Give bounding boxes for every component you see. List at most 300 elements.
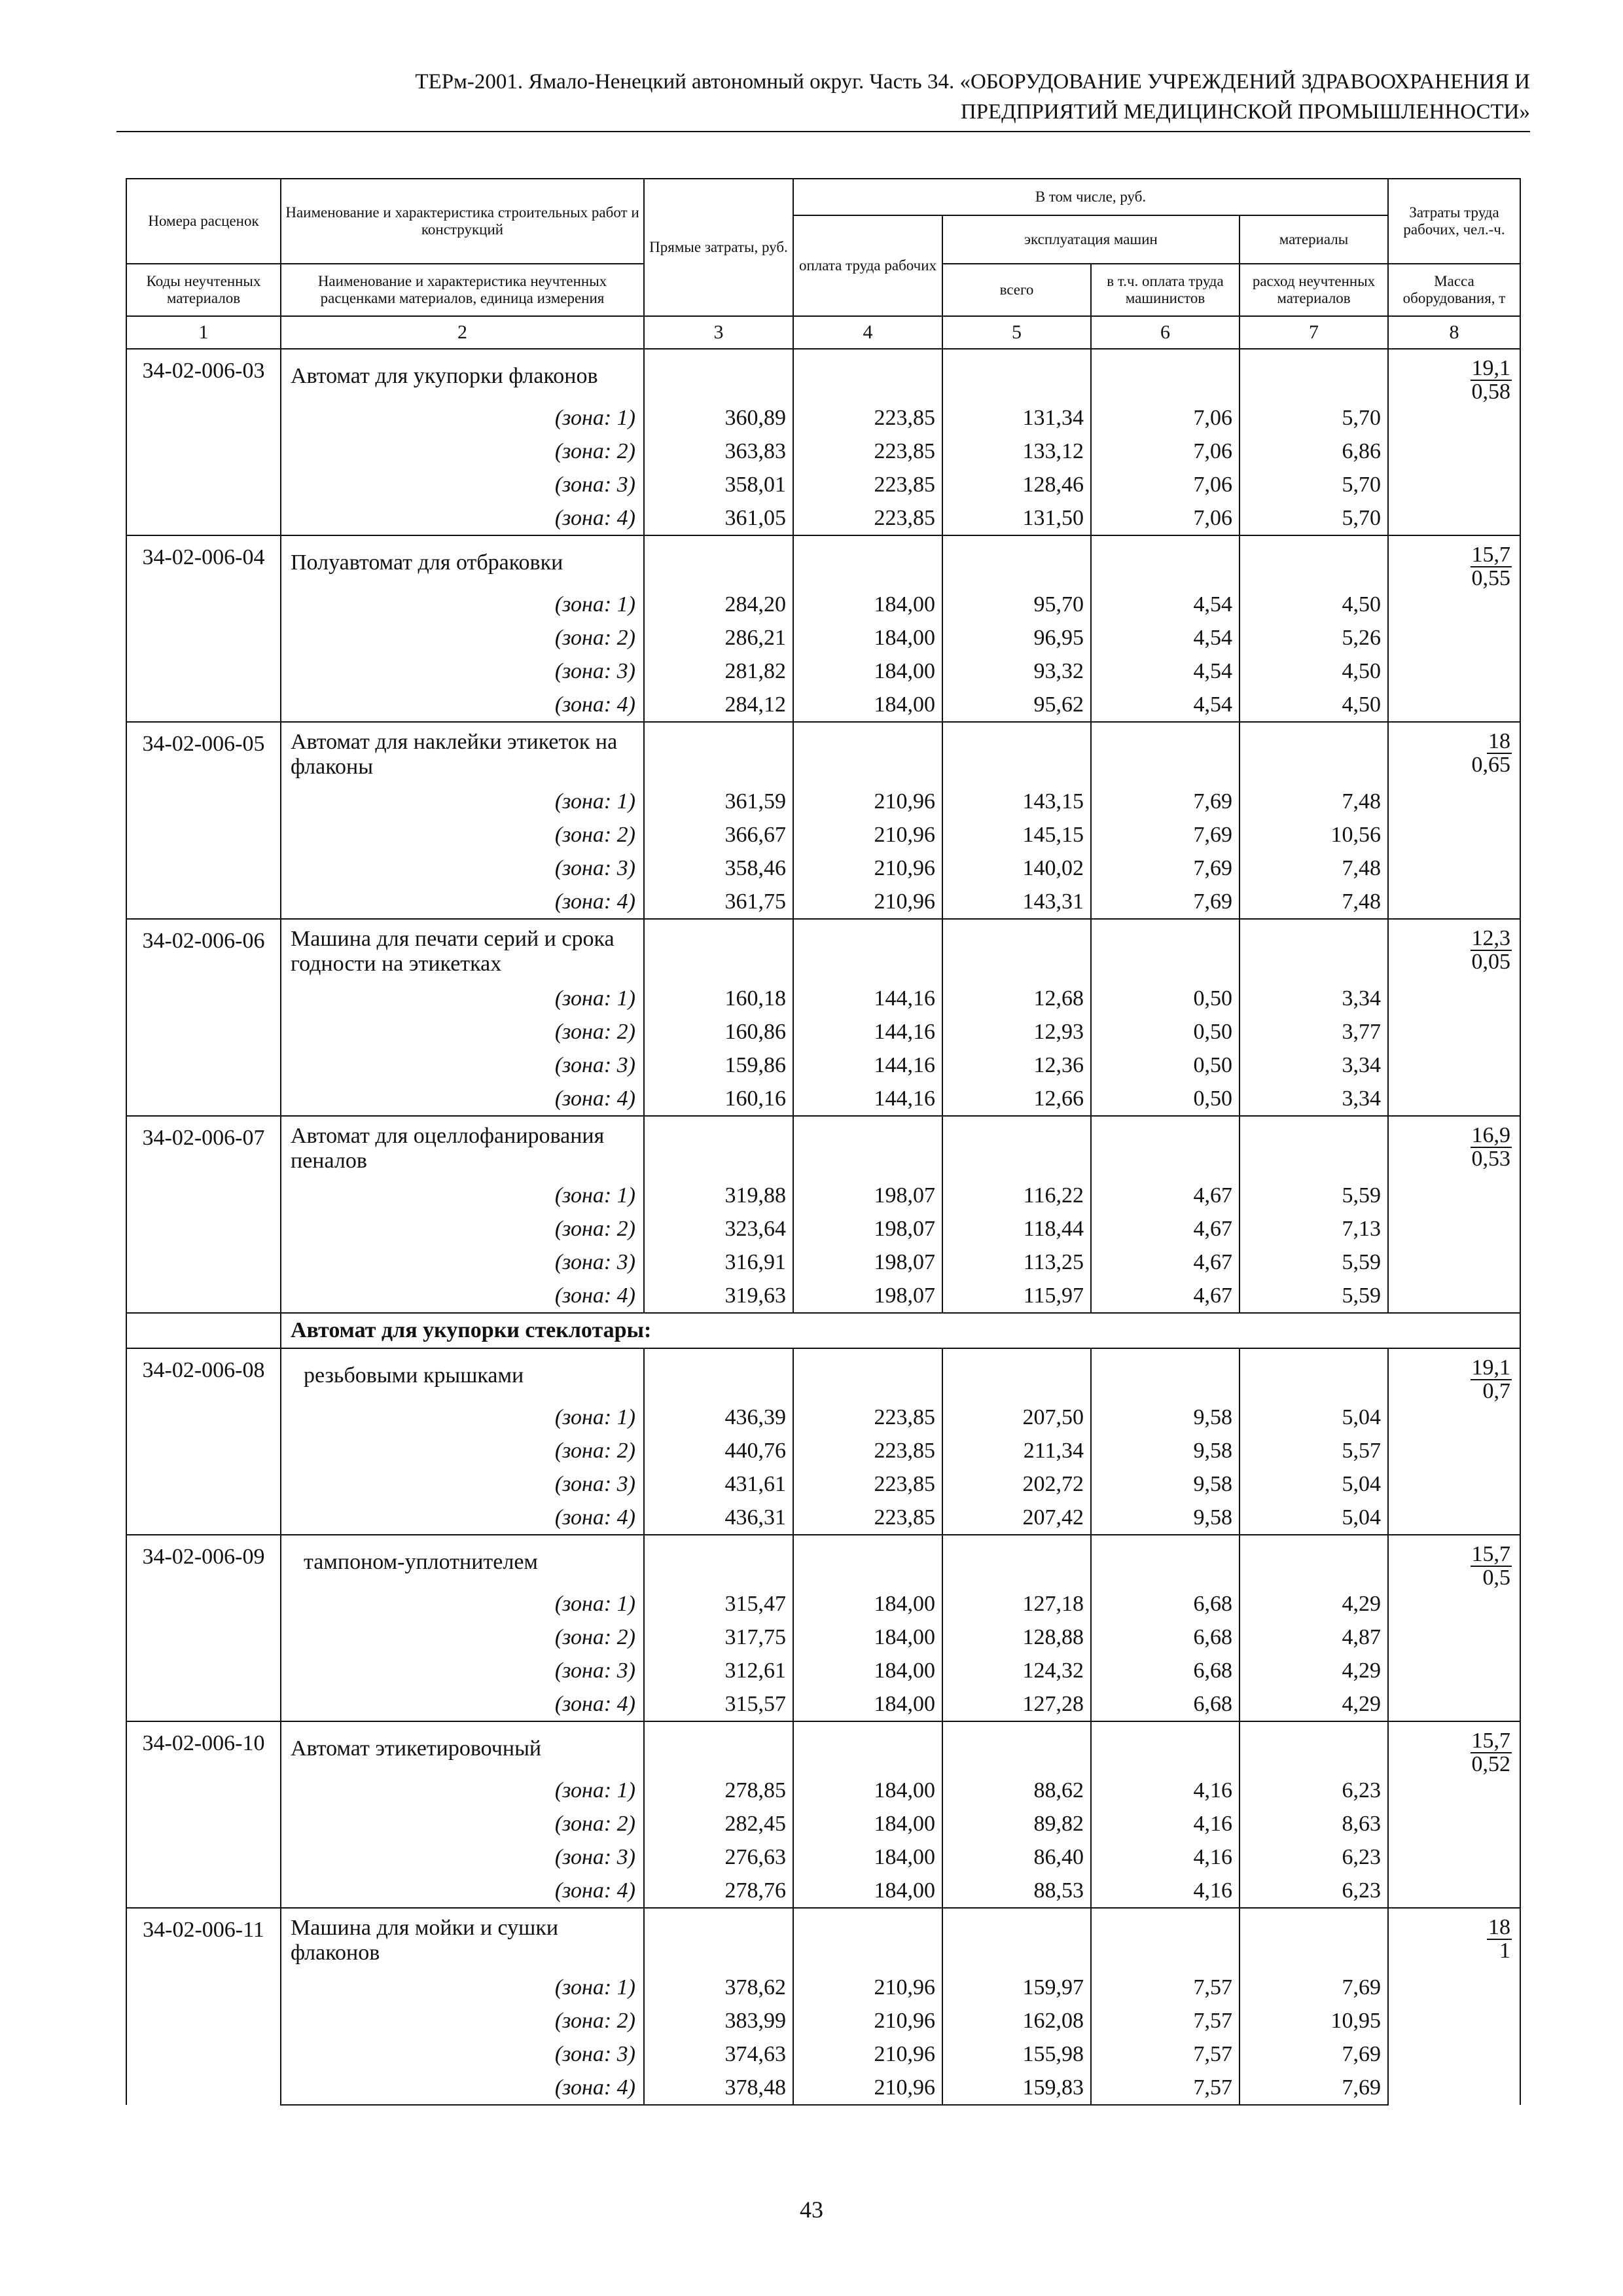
empty-cell [644, 535, 793, 588]
empty-cell [644, 1721, 793, 1774]
wages-value: 184,00 [793, 1587, 942, 1621]
wages-value: 184,00 [793, 621, 942, 655]
zone-row [126, 1587, 1520, 1621]
direct-cost-value: 317,75 [644, 1621, 793, 1654]
column-number: 3 [644, 316, 793, 349]
zone-row [126, 1434, 1520, 1467]
zone-label: (зона: 1) [281, 1179, 644, 1212]
machinist-wages-value: 6,68 [1091, 1621, 1240, 1654]
machines-total-value: 115,97 [942, 1279, 1091, 1313]
zone-label: (зона: 4) [281, 1082, 644, 1116]
rate-title-row [126, 919, 1520, 982]
zone-label: (зона: 4) [281, 1687, 644, 1721]
empty-cell [644, 1535, 793, 1587]
materials-value: 5,70 [1240, 501, 1388, 535]
rate-name: резьбовыми крышками [281, 1348, 644, 1401]
labor-mass-fraction [1388, 919, 1520, 1116]
zone-label: (зона: 1) [281, 1971, 644, 2004]
machinist-wages-value: 7,69 [1091, 818, 1240, 852]
empty-cell [1240, 919, 1388, 982]
machines-total-value: 131,34 [942, 401, 1091, 435]
machines-total-value: 143,31 [942, 885, 1091, 919]
wages-value: 223,85 [793, 1467, 942, 1501]
rate-title-row [126, 1535, 1520, 1587]
section-empty-cell [126, 1313, 281, 1348]
machines-total-value: 12,68 [942, 982, 1091, 1015]
machines-total-value: 113,25 [942, 1246, 1091, 1279]
direct-cost-value: 159,86 [644, 1049, 793, 1082]
direct-cost-value: 160,18 [644, 982, 793, 1015]
rate-name: Полуавтомат для отбраковки [281, 535, 644, 588]
equipment-mass: 0,55 [1471, 566, 1511, 590]
equipment-mass: 0,58 [1471, 380, 1511, 404]
zone-label: (зона: 3) [281, 1246, 644, 1279]
empty-cell [942, 1721, 1091, 1774]
zone-row [126, 2071, 1520, 2105]
empty-cell [942, 1348, 1091, 1401]
materials-value: 4,87 [1240, 1621, 1388, 1654]
empty-cell [793, 1535, 942, 1587]
direct-cost-value: 323,64 [644, 1212, 793, 1246]
labor-hours: 16,9 [1471, 1123, 1511, 1147]
materials-value: 7,69 [1240, 2071, 1388, 2105]
machinist-wages-value: 0,50 [1091, 1049, 1240, 1082]
materials-value: 5,70 [1240, 468, 1388, 501]
rate-name: тампоном-уплотнителем [281, 1535, 644, 1587]
zone-label: (зона: 4) [281, 2071, 644, 2105]
zone-row [126, 1774, 1520, 1807]
labor-mass-fraction [1388, 1908, 1520, 2105]
machines-total-value: 88,62 [942, 1774, 1091, 1807]
materials-value: 6,23 [1240, 1840, 1388, 1874]
machinist-wages-value: 0,50 [1091, 1015, 1240, 1049]
machines-total-value: 96,95 [942, 621, 1091, 655]
equipment-mass: 0,65 [1471, 753, 1511, 777]
rate-code: 34-02-006-04 [126, 535, 281, 722]
empty-cell [1240, 1721, 1388, 1774]
page-number: 43 [800, 2197, 823, 2223]
machinist-wages-value: 4,67 [1091, 1279, 1240, 1313]
direct-cost-value: 374,63 [644, 2037, 793, 2071]
labor-hours: 19,1 [1471, 1355, 1511, 1380]
equipment-mass: 0,05 [1471, 950, 1511, 974]
materials-value: 3,77 [1240, 1015, 1388, 1049]
empty-cell [793, 722, 942, 785]
machines-total-value: 211,34 [942, 1434, 1091, 1467]
direct-cost-value: 361,59 [644, 785, 793, 818]
zone-row [126, 1279, 1520, 1313]
materials-value: 5,59 [1240, 1179, 1388, 1212]
empty-cell [793, 1116, 942, 1179]
header-code-top: Номера расценок [126, 179, 281, 264]
rate-title-row [126, 1721, 1520, 1774]
rate-name: Машина для мойки и сушки флаконов [281, 1908, 644, 1971]
wages-value: 223,85 [793, 468, 942, 501]
labor-hours: 15,7 [1471, 543, 1511, 567]
direct-cost-value: 319,63 [644, 1279, 793, 1313]
header-rule [116, 131, 1530, 132]
zone-label: (зона: 3) [281, 655, 644, 688]
wages-value: 144,16 [793, 982, 942, 1015]
machines-total-value: 207,42 [942, 1501, 1091, 1535]
empty-cell [1240, 349, 1388, 401]
direct-cost-value: 312,61 [644, 1654, 793, 1687]
zone-row [126, 1179, 1520, 1212]
direct-cost-value: 436,31 [644, 1501, 793, 1535]
machines-total-value: 118,44 [942, 1212, 1091, 1246]
machines-total-value: 89,82 [942, 1807, 1091, 1840]
empty-cell [942, 535, 1091, 588]
column-number: 4 [793, 316, 942, 349]
machines-total-value: 95,70 [942, 588, 1091, 621]
empty-cell [1240, 1348, 1388, 1401]
zone-label: (зона: 1) [281, 401, 644, 435]
labor-hours: 15,7 [1471, 1542, 1511, 1566]
machinist-wages-value: 4,54 [1091, 588, 1240, 621]
wages-value: 184,00 [793, 1807, 942, 1840]
zone-row [126, 1687, 1520, 1721]
rate-name: Автомат для укупорки флаконов [281, 349, 644, 401]
zone-row [126, 1467, 1520, 1501]
materials-value: 7,69 [1240, 1971, 1388, 2004]
materials-value: 3,34 [1240, 982, 1388, 1015]
materials-value: 5,04 [1240, 1467, 1388, 1501]
machines-total-value: 133,12 [942, 435, 1091, 468]
zone-row [126, 468, 1520, 501]
direct-cost-value: 160,16 [644, 1082, 793, 1116]
machines-total-value: 86,40 [942, 1840, 1091, 1874]
machinist-wages-value: 9,58 [1091, 1501, 1240, 1535]
zone-label: (зона: 4) [281, 1501, 644, 1535]
empty-cell [1091, 722, 1240, 785]
direct-cost-value: 383,99 [644, 2004, 793, 2037]
zone-row [126, 1082, 1520, 1116]
wages-value: 210,96 [793, 2071, 942, 2105]
machinist-wages-value: 4,67 [1091, 1212, 1240, 1246]
running-header-line-1: ТЕРм-2001. Ямало-Ненецкий автономный округ. Часть 34. «ОБОРУДОВАНИЕ УЧРЕЖДЕНИЙ ЗДРАВООХРАНЕНИЯ И [415, 70, 1530, 94]
zone-row [126, 655, 1520, 688]
column-numbers [126, 316, 1520, 349]
empty-cell [644, 722, 793, 785]
direct-cost-value: 358,01 [644, 468, 793, 501]
empty-cell [1091, 349, 1240, 401]
zone-label: (зона: 2) [281, 1212, 644, 1246]
zone-row [126, 1840, 1520, 1874]
direct-cost-value: 431,61 [644, 1467, 793, 1501]
column-number: 2 [281, 316, 644, 349]
machines-total-value: 140,02 [942, 852, 1091, 885]
direct-cost-value: 363,83 [644, 435, 793, 468]
machines-total-value: 93,32 [942, 655, 1091, 688]
zone-row [126, 401, 1520, 435]
zone-row [126, 1874, 1520, 1908]
zone-label: (зона: 2) [281, 621, 644, 655]
rate-title-row [126, 1348, 1520, 1401]
rate-code: 34-02-006-10 [126, 1721, 281, 1908]
labor-mass-fraction [1388, 1348, 1520, 1535]
direct-cost-value: 278,85 [644, 1774, 793, 1807]
wages-value: 210,96 [793, 2004, 942, 2037]
wages-value: 210,96 [793, 785, 942, 818]
materials-value: 4,50 [1240, 588, 1388, 621]
direct-cost-value: 366,67 [644, 818, 793, 852]
table-header [126, 179, 1520, 316]
direct-cost-value: 286,21 [644, 621, 793, 655]
wages-value: 184,00 [793, 1687, 942, 1721]
direct-cost-value: 315,57 [644, 1687, 793, 1721]
header-materials: материалы [1240, 215, 1388, 264]
direct-cost-value: 436,39 [644, 1401, 793, 1434]
machinist-wages-value: 9,58 [1091, 1401, 1240, 1434]
header-including: В том числе, руб. [793, 179, 1388, 215]
machines-total-value: 12,93 [942, 1015, 1091, 1049]
zone-label: (зона: 4) [281, 1279, 644, 1313]
machines-total-value: 128,46 [942, 468, 1091, 501]
machinist-wages-value: 7,69 [1091, 785, 1240, 818]
wages-value: 210,96 [793, 1971, 942, 2004]
zone-label: (зона: 3) [281, 1654, 644, 1687]
direct-cost-value: 360,89 [644, 401, 793, 435]
empty-cell [1091, 919, 1240, 982]
rate-title-row [126, 1908, 1520, 1971]
empty-cell [942, 349, 1091, 401]
empty-cell [1240, 535, 1388, 588]
machinist-wages-value: 7,06 [1091, 435, 1240, 468]
zone-label: (зона: 1) [281, 1587, 644, 1621]
direct-cost-value: 276,63 [644, 1840, 793, 1874]
zone-row [126, 2004, 1520, 2037]
machines-total-value: 127,18 [942, 1587, 1091, 1621]
materials-value: 6,23 [1240, 1874, 1388, 1908]
wages-value: 223,85 [793, 1401, 942, 1434]
wages-value: 223,85 [793, 435, 942, 468]
empty-cell [644, 1908, 793, 1971]
zone-row [126, 1015, 1520, 1049]
machines-total-value: 124,32 [942, 1654, 1091, 1687]
column-number: 1 [126, 316, 281, 349]
direct-cost-value: 278,76 [644, 1874, 793, 1908]
machines-total-value: 131,50 [942, 501, 1091, 535]
zone-row [126, 1212, 1520, 1246]
empty-cell [793, 1348, 942, 1401]
wages-value: 198,07 [793, 1212, 942, 1246]
machinist-wages-value: 7,69 [1091, 852, 1240, 885]
wages-value: 198,07 [793, 1246, 942, 1279]
direct-cost-value: 281,82 [644, 655, 793, 688]
machines-total-value: 155,98 [942, 2037, 1091, 2071]
machinist-wages-value: 4,54 [1091, 655, 1240, 688]
wages-value: 198,07 [793, 1279, 942, 1313]
zone-row [126, 1807, 1520, 1840]
direct-cost-value: 160,86 [644, 1015, 793, 1049]
equipment-mass: 0,53 [1471, 1147, 1511, 1171]
zone-label: (зона: 2) [281, 1807, 644, 1840]
labor-mass-fraction [1388, 1535, 1520, 1721]
machinist-wages-value: 4,67 [1091, 1246, 1240, 1279]
machinist-wages-value: 7,57 [1091, 2004, 1240, 2037]
zone-label: (зона: 1) [281, 588, 644, 621]
rate-title-row [126, 535, 1520, 588]
direct-cost-value: 315,47 [644, 1587, 793, 1621]
machinist-wages-value: 7,06 [1091, 401, 1240, 435]
zone-label: (зона: 3) [281, 852, 644, 885]
zone-label: (зона: 2) [281, 435, 644, 468]
wages-value: 184,00 [793, 588, 942, 621]
labor-mass-fraction [1388, 349, 1520, 535]
column-number: 8 [1388, 316, 1520, 349]
zone-row [126, 982, 1520, 1015]
machines-total-value: 143,15 [942, 785, 1091, 818]
header-name-top: Наименование и характеристика строительных работ и конструкций [281, 179, 644, 264]
labor-mass-fraction [1388, 535, 1520, 722]
wages-value: 144,16 [793, 1015, 942, 1049]
zone-row [126, 818, 1520, 852]
zone-row [126, 1246, 1520, 1279]
direct-cost-value: 282,45 [644, 1807, 793, 1840]
wages-value: 184,00 [793, 1774, 942, 1807]
wages-value: 223,85 [793, 501, 942, 535]
machines-total-value: 12,66 [942, 1082, 1091, 1116]
materials-value: 10,56 [1240, 818, 1388, 852]
machines-total-value: 202,72 [942, 1467, 1091, 1501]
empty-cell [942, 1116, 1091, 1179]
zone-row [126, 1971, 1520, 2004]
header-labor-top: Затраты труда рабочих, чел.-ч. [1388, 179, 1520, 264]
machinist-wages-value: 0,50 [1091, 1082, 1240, 1116]
machinist-wages-value: 7,57 [1091, 2037, 1240, 2071]
zone-label: (зона: 4) [281, 688, 644, 722]
zone-label: (зона: 2) [281, 2004, 644, 2037]
machinist-wages-value: 4,16 [1091, 1774, 1240, 1807]
wages-value: 210,96 [793, 885, 942, 919]
wages-value: 184,00 [793, 1654, 942, 1687]
zone-row [126, 852, 1520, 885]
empty-cell [1091, 1721, 1240, 1774]
machinist-wages-value: 9,58 [1091, 1467, 1240, 1501]
empty-cell [644, 1348, 793, 1401]
materials-value: 8,63 [1240, 1807, 1388, 1840]
empty-cell [644, 349, 793, 401]
section-heading-row [126, 1313, 1520, 1348]
materials-value: 5,04 [1240, 1401, 1388, 1434]
zone-row [126, 2037, 1520, 2071]
empty-cell [644, 919, 793, 982]
empty-cell [793, 535, 942, 588]
machines-total-value: 159,83 [942, 2071, 1091, 2105]
machines-total-value: 116,22 [942, 1179, 1091, 1212]
wages-value: 223,85 [793, 1501, 942, 1535]
wages-value: 198,07 [793, 1179, 942, 1212]
materials-value: 7,48 [1240, 852, 1388, 885]
materials-value: 3,34 [1240, 1082, 1388, 1116]
empty-cell [1091, 535, 1240, 588]
materials-value: 6,86 [1240, 435, 1388, 468]
labor-hours: 18 [1488, 1915, 1511, 1939]
materials-value: 5,70 [1240, 401, 1388, 435]
zone-row [126, 1049, 1520, 1082]
machinist-wages-value: 4,67 [1091, 1179, 1240, 1212]
header-direct-costs: Прямые затраты, руб. [644, 179, 793, 316]
rate-code: 34-02-006-09 [126, 1535, 281, 1721]
machines-total-value: 162,08 [942, 2004, 1091, 2037]
machines-total-value: 12,36 [942, 1049, 1091, 1082]
empty-cell [793, 919, 942, 982]
machinist-wages-value: 4,16 [1091, 1807, 1240, 1840]
wages-value: 184,00 [793, 1621, 942, 1654]
zone-row [126, 621, 1520, 655]
wages-value: 223,85 [793, 401, 942, 435]
direct-cost-value: 358,46 [644, 852, 793, 885]
wages-value: 144,16 [793, 1082, 942, 1116]
wages-value: 144,16 [793, 1049, 942, 1082]
zone-label: (зона: 2) [281, 1621, 644, 1654]
direct-cost-value: 319,88 [644, 1179, 793, 1212]
empty-cell [1091, 1348, 1240, 1401]
direct-cost-value: 440,76 [644, 1434, 793, 1467]
zone-row [126, 435, 1520, 468]
header-machines-total: всего [942, 264, 1091, 316]
materials-value: 5,26 [1240, 621, 1388, 655]
labor-hours: 12,3 [1471, 926, 1511, 950]
machinist-wages-value: 4,16 [1091, 1874, 1240, 1908]
header-code-bottom: Коды неучтенных материалов [126, 264, 281, 316]
zone-label: (зона: 4) [281, 501, 644, 535]
header-name-bottom: Наименование и характеристика неучтенных расценками материалов, единица измерения [281, 264, 644, 316]
zone-label: (зона: 2) [281, 1434, 644, 1467]
header-labor-bottom: Масса оборудования, т [1388, 264, 1520, 316]
zone-label: (зона: 2) [281, 818, 644, 852]
labor-mass-fraction [1388, 1116, 1520, 1313]
section-title: Автомат для укупорки стеклотары: [281, 1313, 1520, 1348]
direct-cost-value: 378,62 [644, 1971, 793, 2004]
empty-cell [942, 722, 1091, 785]
empty-cell [942, 1908, 1091, 1971]
machinist-wages-value: 0,50 [1091, 982, 1240, 1015]
header-materials-sub: расход неучтенных материалов [1240, 264, 1388, 316]
equipment-mass: 1 [1499, 1939, 1511, 1963]
rate-code: 34-02-006-03 [126, 349, 281, 535]
column-number: 5 [942, 316, 1091, 349]
rate-title-row [126, 1116, 1520, 1179]
machinist-wages-value: 6,68 [1091, 1687, 1240, 1721]
empty-cell [1091, 1535, 1240, 1587]
materials-value: 4,29 [1240, 1587, 1388, 1621]
zone-row [126, 785, 1520, 818]
machines-total-value: 88,53 [942, 1874, 1091, 1908]
empty-cell [1240, 1116, 1388, 1179]
materials-value: 5,57 [1240, 1434, 1388, 1467]
equipment-mass: 0,52 [1471, 1752, 1511, 1776]
materials-value: 7,48 [1240, 785, 1388, 818]
empty-cell [1240, 1908, 1388, 1971]
zone-label: (зона: 3) [281, 1467, 644, 1501]
materials-value: 10,95 [1240, 2004, 1388, 2037]
empty-cell [1091, 1116, 1240, 1179]
rate-code: 34-02-006-11 [126, 1908, 281, 2105]
rate-code: 34-02-006-05 [126, 722, 281, 919]
rate-name: Машина для печати серий и срока годности на этикетках [281, 919, 644, 982]
direct-cost-value: 284,12 [644, 688, 793, 722]
materials-value: 7,69 [1240, 2037, 1388, 2071]
zone-label: (зона: 1) [281, 982, 644, 1015]
wages-value: 210,96 [793, 852, 942, 885]
running-header-line-2: ПРЕДПРИЯТИЙ МЕДИЦИНСКОЙ ПРОМЫШЛЕННОСТИ» [960, 100, 1530, 124]
header-machines-wages: в т.ч. оплата труда машинистов [1091, 264, 1240, 316]
rate-name: Автомат для наклейки этикеток на флаконы [281, 722, 644, 785]
materials-value: 3,34 [1240, 1049, 1388, 1082]
rate-code: 34-02-006-08 [126, 1348, 281, 1535]
materials-value: 4,50 [1240, 655, 1388, 688]
